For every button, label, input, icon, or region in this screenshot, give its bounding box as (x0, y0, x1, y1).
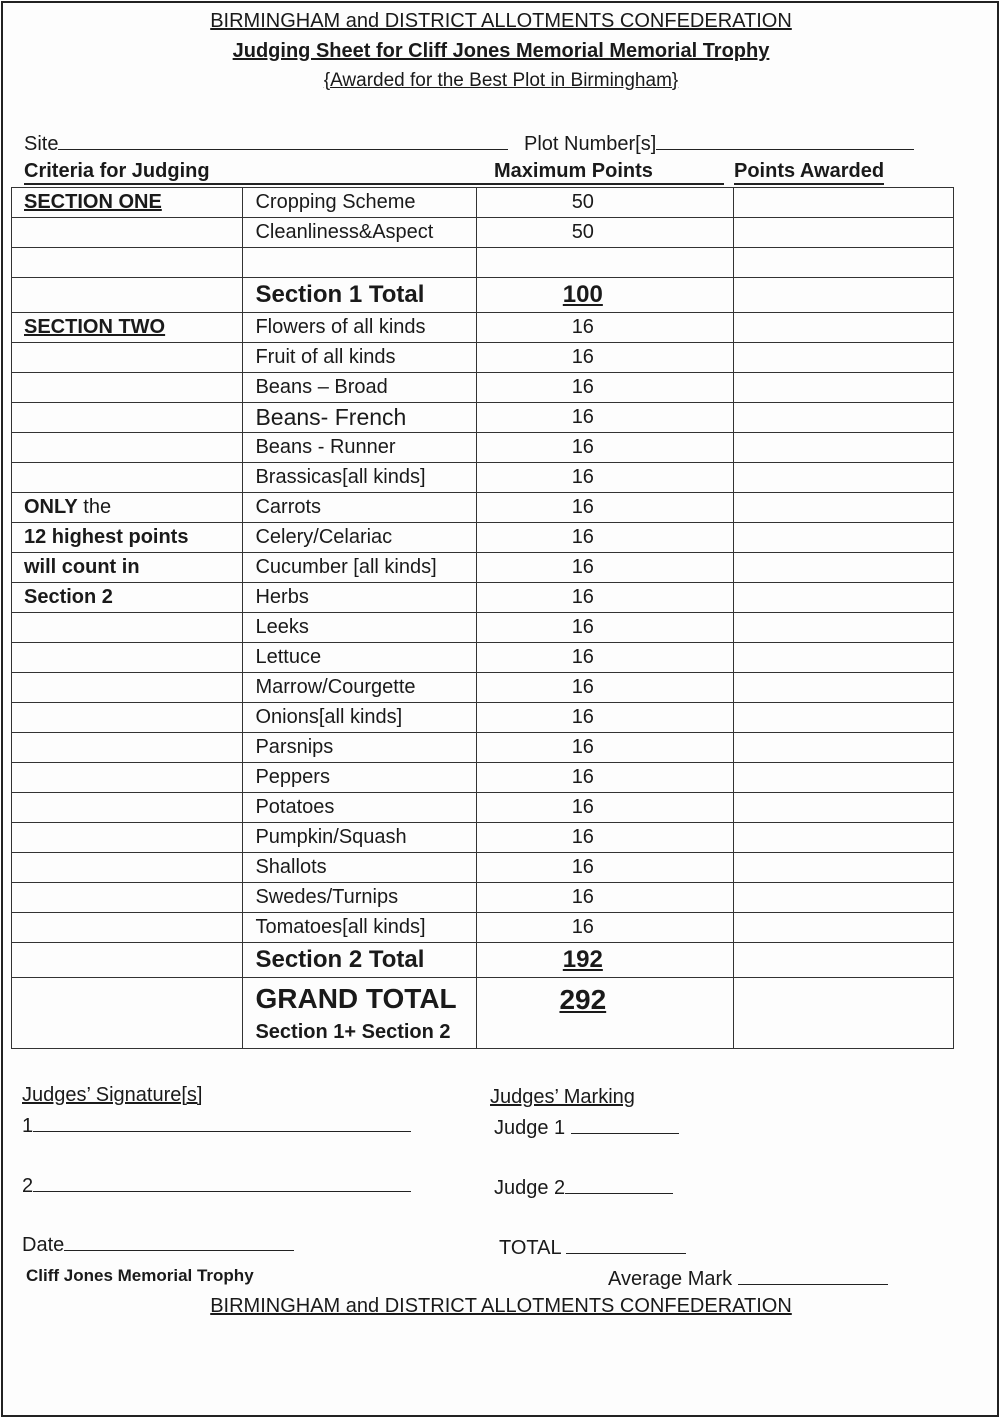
max-points-column-header: Maximum Points (494, 160, 724, 185)
judges-marking-label: Judges’ Marking (490, 1086, 635, 1108)
table-row (12, 553, 954, 583)
max-points: 16 (477, 703, 734, 733)
criteria-cell (12, 643, 243, 673)
table-row (12, 218, 954, 248)
criterion-name: Tomatoes[all kinds] (243, 913, 477, 943)
table-row (12, 913, 954, 943)
section-one-label: SECTION ONE (12, 188, 243, 218)
average-mark-label: Average Mark (608, 1268, 733, 1290)
judge-1-mark-field[interactable] (494, 1115, 679, 1140)
points-awarded-input[interactable] (734, 373, 954, 403)
points-awarded-input[interactable] (734, 613, 954, 643)
criteria-cell (12, 248, 243, 278)
points-awarded-input[interactable] (734, 883, 954, 913)
table-row (12, 793, 954, 823)
criterion-name: Shallots (243, 853, 477, 883)
section-2-note: ONLY the (12, 493, 243, 523)
max-points: 50 (477, 218, 734, 248)
average-mark-field[interactable] (608, 1266, 888, 1291)
max-points: 16 (477, 553, 734, 583)
average-mark-line[interactable] (738, 1266, 888, 1285)
criteria-cell (12, 823, 243, 853)
table-row (12, 853, 954, 883)
judge-2-mark-line[interactable] (565, 1175, 673, 1194)
signature-1-field[interactable] (22, 1113, 411, 1138)
points-awarded-input[interactable] (734, 463, 954, 493)
table-row (12, 433, 954, 463)
criteria-cell (12, 673, 243, 703)
judge-1-mark-line[interactable] (571, 1115, 679, 1134)
max-points: 16 (477, 793, 734, 823)
criteria-cell (12, 943, 243, 978)
table-row (12, 643, 954, 673)
total-mark-line[interactable] (566, 1235, 686, 1254)
points-awarded-input[interactable] (734, 433, 954, 463)
max-points (477, 248, 734, 278)
criteria-cell (12, 883, 243, 913)
plot-number-input-line[interactable] (656, 131, 914, 150)
criterion-name: Flowers of all kinds (243, 313, 477, 343)
criteria-cell (12, 433, 243, 463)
section-2-total-value: 192 (477, 943, 734, 978)
criteria-cell (12, 793, 243, 823)
signature-2-field[interactable] (22, 1173, 411, 1198)
criteria-cell (12, 278, 243, 313)
table-row (12, 613, 954, 643)
criterion-name: Fruit of all kinds (243, 343, 477, 373)
table-row (12, 493, 954, 523)
section-2-note: 12 highest points (12, 523, 243, 553)
criterion-name: Beans - Runner (243, 433, 477, 463)
max-points: 16 (477, 493, 734, 523)
criterion-name: Carrots (243, 493, 477, 523)
judge-1-label: Judge 1 (494, 1117, 566, 1139)
sheet-subtitle: {Awarded for the Best Plot in Birmingham} (323, 70, 679, 91)
points-awarded-input[interactable] (734, 853, 954, 883)
points-awarded-input[interactable] (734, 493, 954, 523)
criterion-name: Leeks (243, 613, 477, 643)
criteria-column-header: Criteria for Judging (24, 160, 494, 185)
criterion-name (243, 248, 477, 278)
max-points: 16 (477, 853, 734, 883)
points-awarded-input[interactable] (734, 343, 954, 373)
points-awarded-input[interactable] (734, 313, 954, 343)
points-awarded-column-header: Points Awarded (734, 160, 884, 185)
table-row (12, 823, 954, 853)
trophy-name: Cliff Jones Memorial Trophy (26, 1266, 254, 1285)
points-awarded-input[interactable] (734, 763, 954, 793)
criteria-cell (12, 913, 243, 943)
table-row (12, 373, 954, 403)
points-awarded-input[interactable] (734, 733, 954, 763)
plot-number-field[interactable] (524, 131, 914, 156)
table-row (12, 523, 954, 553)
date-field[interactable] (22, 1232, 294, 1257)
points-awarded-input[interactable] (734, 793, 954, 823)
table-row (12, 883, 954, 913)
criterion-name: Onions[all kinds] (243, 703, 477, 733)
criteria-cell (12, 763, 243, 793)
points-awarded-input[interactable] (734, 188, 954, 218)
footer-organisation: BIRMINGHAM and DISTRICT ALLOTMENTS CONFEDERATION (210, 1295, 792, 1317)
grand-total-value: 292 (477, 978, 734, 1049)
criteria-cell (12, 978, 243, 1049)
date-line[interactable] (64, 1232, 294, 1251)
criterion-name: Brassicas[all kinds] (243, 463, 477, 493)
table-row (12, 188, 954, 218)
max-points: 50 (477, 188, 734, 218)
points-awarded-input[interactable] (734, 823, 954, 853)
signature-1-label: 1 (22, 1115, 34, 1137)
max-points: 16 (477, 523, 734, 553)
max-points: 16 (477, 313, 734, 343)
signature-2-label: 2 (22, 1175, 34, 1197)
criteria-cell (12, 853, 243, 883)
points-awarded-input[interactable] (734, 218, 954, 248)
grand-total-label: GRAND TOTAL Section 1+ Section 2 (243, 978, 477, 1049)
criterion-name: Herbs (243, 583, 477, 613)
criterion-name: Cropping Scheme (243, 188, 477, 218)
table-row (12, 463, 954, 493)
max-points: 16 (477, 883, 734, 913)
table-row (12, 673, 954, 703)
points-awarded-input[interactable] (734, 248, 954, 278)
criterion-name: Potatoes (243, 793, 477, 823)
criteria-cell (12, 733, 243, 763)
criterion-name: Parsnips (243, 733, 477, 763)
criterion-name: Lettuce (243, 643, 477, 673)
points-awarded-input[interactable] (734, 553, 954, 583)
grand-total-awarded-input[interactable] (734, 978, 954, 1049)
section-2-awarded-input[interactable] (734, 943, 954, 978)
section-1-total-label: Section 1 Total (243, 278, 477, 313)
organisation-header: BIRMINGHAM and DISTRICT ALLOTMENTS CONFEDERATION (210, 10, 792, 32)
sheet-title: Judging Sheet for Cliff Jones Memorial Memorial Trophy (232, 40, 770, 62)
max-points: 16 (477, 463, 734, 493)
signature-1-line[interactable] (33, 1113, 411, 1132)
table-row (12, 313, 954, 343)
site-input-line[interactable] (58, 131, 508, 150)
max-points: 16 (477, 643, 734, 673)
table-row (12, 248, 954, 278)
table-row (12, 733, 954, 763)
table-row (12, 403, 954, 433)
section-1-total-row (12, 278, 954, 313)
max-points: 16 (477, 913, 734, 943)
criterion-name: Celery/Celariac (243, 523, 477, 553)
criterion-name: Marrow/Courgette (243, 673, 477, 703)
max-points: 16 (477, 613, 734, 643)
section-two-label: SECTION TWO (12, 313, 243, 343)
section-2-total-row (12, 943, 954, 978)
judges-signatures-label: Judges’ Signature[s] (22, 1084, 203, 1106)
max-points: 16 (477, 583, 734, 613)
section-2-note: will count in (12, 553, 243, 583)
criterion-name: Cleanliness&Aspect (243, 218, 477, 248)
max-points: 16 (477, 373, 734, 403)
max-points: 16 (477, 673, 734, 703)
signature-2-line[interactable] (33, 1173, 411, 1192)
total-mark-field[interactable] (499, 1235, 686, 1260)
criteria-cell (12, 403, 243, 433)
points-awarded-input[interactable] (734, 643, 954, 673)
criterion-name: Swedes/Turnips (243, 883, 477, 913)
points-awarded-input[interactable] (734, 523, 954, 553)
criterion-name: Peppers (243, 763, 477, 793)
plot-number-label: Plot Number[s] (524, 133, 657, 155)
max-points: 16 (477, 343, 734, 373)
criteria-cell (12, 703, 243, 733)
judge-2-mark-field[interactable] (494, 1175, 673, 1200)
section-1-awarded-input[interactable] (734, 278, 954, 313)
criterion-name: Beans – Broad (243, 373, 477, 403)
total-label: TOTAL (499, 1237, 561, 1259)
criteria-cell (12, 343, 243, 373)
criteria-cell (12, 218, 243, 248)
table-row (12, 343, 954, 373)
points-awarded-input[interactable] (734, 583, 954, 613)
table-row (12, 763, 954, 793)
section-2-total-label: Section 2 Total (243, 943, 477, 978)
judging-table (11, 187, 954, 1049)
points-awarded-input[interactable] (734, 673, 954, 703)
date-label: Date (22, 1234, 65, 1256)
table-row (12, 703, 954, 733)
max-points: 16 (477, 403, 734, 433)
points-awarded-input[interactable] (734, 403, 954, 433)
criterion-name: Beans- French (243, 403, 477, 433)
criteria-cell (12, 613, 243, 643)
grand-total-row (12, 978, 954, 1049)
max-points: 16 (477, 733, 734, 763)
criterion-name: Cucumber [all kinds] (243, 553, 477, 583)
table-row (12, 583, 954, 613)
section-2-note: Section 2 (12, 583, 243, 613)
max-points: 16 (477, 433, 734, 463)
site-field[interactable] (24, 131, 508, 156)
section-1-total-value: 100 (477, 278, 734, 313)
criteria-cell (12, 463, 243, 493)
criteria-cell (12, 373, 243, 403)
max-points: 16 (477, 823, 734, 853)
points-awarded-input[interactable] (734, 913, 954, 943)
judge-2-label: Judge 2 (494, 1177, 566, 1199)
points-awarded-input[interactable] (734, 703, 954, 733)
max-points: 16 (477, 763, 734, 793)
criterion-name: Pumpkin/Squash (243, 823, 477, 853)
site-label: Site (24, 133, 59, 155)
